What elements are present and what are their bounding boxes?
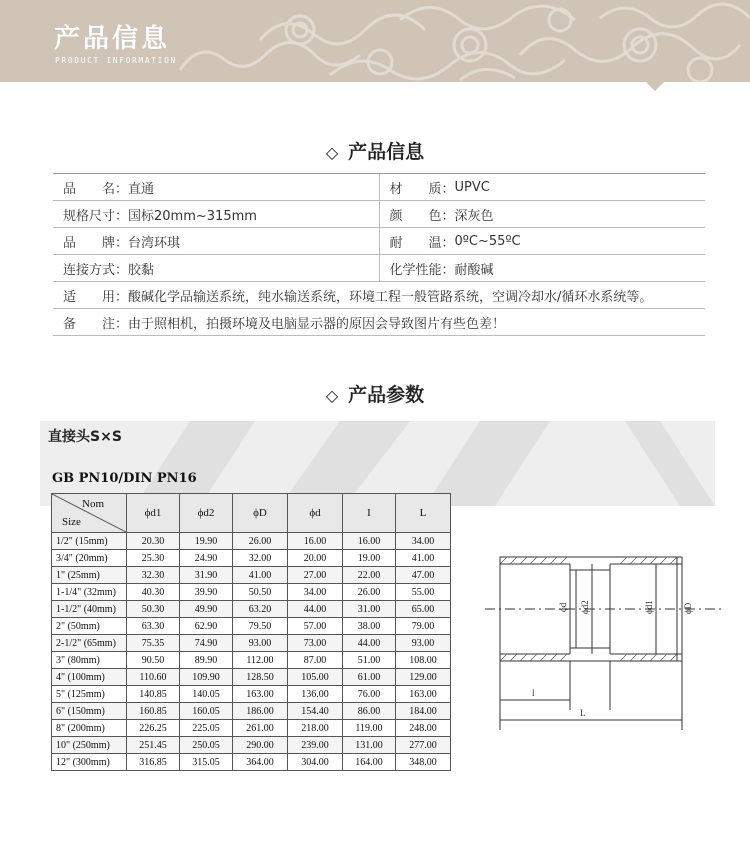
table-cell: 90.50	[127, 652, 180, 669]
table-row	[52, 618, 451, 635]
table-cell: 61.00	[343, 669, 396, 686]
table-cell: 277.00	[396, 737, 451, 754]
info-label: 颜 色：	[389, 208, 455, 224]
table-row	[52, 550, 451, 567]
info-value: 由于照相机，拍摄环境及电脑显示器的原因会导致图片有些色差！	[128, 316, 506, 332]
size-cell: 1-1/2" (40mm)	[52, 601, 127, 618]
banner-title: 产品信息	[54, 24, 171, 54]
table-cell: 316.85	[127, 754, 180, 771]
diamond-icon: ◇	[325, 386, 339, 405]
table-cell: 119.00	[343, 720, 396, 737]
svg-text:ϕD: ϕD	[683, 602, 693, 614]
table-cell: 131.00	[343, 737, 396, 754]
info-cell	[53, 205, 379, 224]
diamond-icon: ◇	[325, 143, 339, 162]
table-cell: 16.00	[343, 533, 396, 550]
table-cell: 163.00	[233, 686, 288, 703]
size-cell: 6" (150mm)	[52, 703, 127, 720]
table-cell: 22.00	[343, 567, 396, 584]
table-cell: 112.00	[233, 652, 288, 669]
table-cell: 19.90	[180, 533, 233, 550]
table-cell: 34.00	[396, 533, 451, 550]
info-cell	[53, 286, 705, 305]
table-row	[52, 754, 451, 771]
info-label: 化学性能：	[389, 262, 455, 278]
info-label: 规格尺寸：	[63, 208, 129, 224]
info-cell	[53, 259, 379, 278]
column-header: L	[396, 494, 451, 533]
info-row	[53, 309, 705, 336]
table-cell: 50.50	[233, 584, 288, 601]
size-cell: 3" (80mm)	[52, 652, 127, 669]
info-label: 备 注：	[63, 316, 129, 332]
table-cell: 39.90	[180, 584, 233, 601]
table-cell: 51.00	[343, 652, 396, 669]
table-cell: 86.00	[343, 703, 396, 720]
svg-text:L: L	[580, 708, 586, 718]
table-cell: 75.35	[127, 635, 180, 652]
table-cell: 31.00	[343, 601, 396, 618]
table-cell: 184.00	[396, 703, 451, 720]
info-row	[53, 174, 705, 201]
product-model-label: 直接头S×S	[48, 429, 122, 445]
table-cell: 348.00	[396, 754, 451, 771]
column-header: ϕd	[288, 494, 343, 533]
table-cell: 108.00	[396, 652, 451, 669]
table-cell: 110.60	[127, 669, 180, 686]
info-cell	[379, 255, 706, 281]
table-cell: 50.30	[127, 601, 180, 618]
size-cell: 5" (125mm)	[52, 686, 127, 703]
table-cell: 225.05	[180, 720, 233, 737]
table-cell: 364.00	[233, 754, 288, 771]
table-cell: 34.00	[288, 584, 343, 601]
table-cell: 226.25	[127, 720, 180, 737]
table-cell: 41.00	[396, 550, 451, 567]
info-label: 耐 温：	[389, 235, 455, 251]
column-header: ϕd1	[127, 494, 180, 533]
table-cell: 154.40	[288, 703, 343, 720]
size-cell: 8" (200mm)	[52, 720, 127, 737]
table-cell: 251.45	[127, 737, 180, 754]
info-cell	[53, 178, 379, 197]
table-cell: 136.00	[288, 686, 343, 703]
table-cell: 74.90	[180, 635, 233, 652]
standard-label: GB PN10/DIN PN16	[52, 471, 197, 486]
size-cell: 10" (250mm)	[52, 737, 127, 754]
table-cell: 315.05	[180, 754, 233, 771]
table-cell: 93.00	[396, 635, 451, 652]
table-cell: 44.00	[343, 635, 396, 652]
table-row	[52, 567, 451, 584]
size-cell: 1" (25mm)	[52, 567, 127, 584]
table-cell: 47.00	[396, 567, 451, 584]
column-header: ϕD	[233, 494, 288, 533]
header-banner	[0, 0, 750, 82]
table-cell: 248.00	[396, 720, 451, 737]
table-cell: 164.00	[343, 754, 396, 771]
info-cell	[379, 174, 706, 200]
svg-text:ϕd: ϕd	[558, 602, 568, 612]
svg-text:ϕd2: ϕd2	[580, 600, 590, 614]
column-header: I	[343, 494, 396, 533]
coupling-drawing	[480, 540, 730, 730]
banner-tab-decoration	[646, 82, 664, 91]
table-cell: 79.50	[233, 618, 288, 635]
table-cell: 128.50	[233, 669, 288, 686]
table-cell: 63.20	[233, 601, 288, 618]
table-cell: 79.00	[396, 618, 451, 635]
table-cell: 186.00	[233, 703, 288, 720]
info-label: 品 牌：	[63, 235, 129, 251]
table-cell: 93.00	[233, 635, 288, 652]
info-row	[53, 228, 705, 255]
table-cell: 160.85	[127, 703, 180, 720]
size-cell: 1/2" (15mm)	[52, 533, 127, 550]
info-label: 材 质：	[389, 181, 455, 197]
table-cell: 163.00	[396, 686, 451, 703]
table-cell: 160.05	[180, 703, 233, 720]
section-heading-params: ◇ 产品参数	[325, 384, 425, 406]
table-cell: 49.90	[180, 601, 233, 618]
info-value: 0ºC~55ºC	[454, 233, 521, 249]
info-row	[53, 201, 705, 228]
table-cell: 65.00	[396, 601, 451, 618]
table-cell: 76.00	[343, 686, 396, 703]
info-cell	[379, 201, 706, 227]
banner-subtitle: PRODUCT INFORMATION	[55, 56, 177, 65]
table-row	[52, 652, 451, 669]
table-cell: 239.00	[288, 737, 343, 754]
info-row	[53, 282, 705, 309]
table-cell: 57.00	[288, 618, 343, 635]
table-cell: 290.00	[233, 737, 288, 754]
info-value: 深灰色	[454, 208, 494, 224]
info-table	[53, 173, 705, 336]
table-cell: 105.00	[288, 669, 343, 686]
table-row	[52, 669, 451, 686]
info-value: 耐酸碱	[454, 262, 494, 278]
table-cell: 41.00	[233, 567, 288, 584]
info-value: 胶黏	[128, 262, 155, 278]
table-cell: 250.05	[180, 737, 233, 754]
svg-text:l: l	[532, 688, 535, 698]
section-heading-info: ◇ 产品信息	[325, 141, 425, 163]
info-cell	[379, 228, 706, 254]
table-cell: 26.00	[343, 584, 396, 601]
info-value: 台湾环琪	[128, 235, 181, 251]
table-cell: 24.90	[180, 550, 233, 567]
table-cell: 109.90	[180, 669, 233, 686]
table-row	[52, 601, 451, 618]
table-cell: 38.00	[343, 618, 396, 635]
table-cell: 140.85	[127, 686, 180, 703]
info-cell	[53, 313, 705, 332]
table-cell: 44.00	[288, 601, 343, 618]
table-cell: 25.30	[127, 550, 180, 567]
table-cell: 32.00	[233, 550, 288, 567]
table-row	[52, 686, 451, 703]
table-row	[52, 720, 451, 737]
table-row	[52, 533, 451, 550]
table-cell: 20.00	[288, 550, 343, 567]
info-value: 直通	[128, 181, 155, 197]
table-cell: 63.30	[127, 618, 180, 635]
table-cell: 87.00	[288, 652, 343, 669]
column-header: ϕd2	[180, 494, 233, 533]
table-cell: 32.30	[127, 567, 180, 584]
table-cell: 20.30	[127, 533, 180, 550]
spec-table-header	[52, 494, 451, 533]
table-cell: 73.00	[288, 635, 343, 652]
size-cell: 2" (50mm)	[52, 618, 127, 635]
info-cell	[53, 232, 379, 251]
info-label: 连接方式：	[63, 262, 129, 278]
table-cell: 129.00	[396, 669, 451, 686]
table-cell: 140.05	[180, 686, 233, 703]
table-cell: 16.00	[288, 533, 343, 550]
size-cell: 4" (100mm)	[52, 669, 127, 686]
size-cell: 12" (300mm)	[52, 754, 127, 771]
size-cell: 2-1/2" (65mm)	[52, 635, 127, 652]
table-row	[52, 635, 451, 652]
info-row	[53, 255, 705, 282]
table-cell: 27.00	[288, 567, 343, 584]
table-cell: 31.90	[180, 567, 233, 584]
table-cell: 62.90	[180, 618, 233, 635]
info-value: UPVC	[454, 179, 490, 195]
info-value: 酸碱化学品输送系统，纯水输送系统，环境工程一般管路系统，空调冷却水/循环水系统等。	[128, 289, 653, 305]
table-row	[52, 584, 451, 601]
table-cell: 19.00	[343, 550, 396, 567]
size-cell: 1-1/4" (32mm)	[52, 584, 127, 601]
info-label: 品 名：	[63, 181, 129, 197]
table-cell: 26.00	[233, 533, 288, 550]
table-cell: 304.00	[288, 754, 343, 771]
table-cell: 55.00	[396, 584, 451, 601]
info-label: 适 用：	[63, 289, 129, 305]
size-cell: 3/4" (20mm)	[52, 550, 127, 567]
table-row	[52, 737, 451, 754]
svg-text:ϕd1: ϕd1	[644, 600, 654, 614]
table-cell: 218.00	[288, 720, 343, 737]
info-value: 国标20mm~315mm	[128, 208, 257, 224]
table-cell: 261.00	[233, 720, 288, 737]
table-row	[52, 703, 451, 720]
table-cell: 40.30	[127, 584, 180, 601]
spec-table	[51, 493, 451, 771]
table-cell: 89.90	[180, 652, 233, 669]
nom-size-header: Nom Size	[52, 494, 127, 533]
